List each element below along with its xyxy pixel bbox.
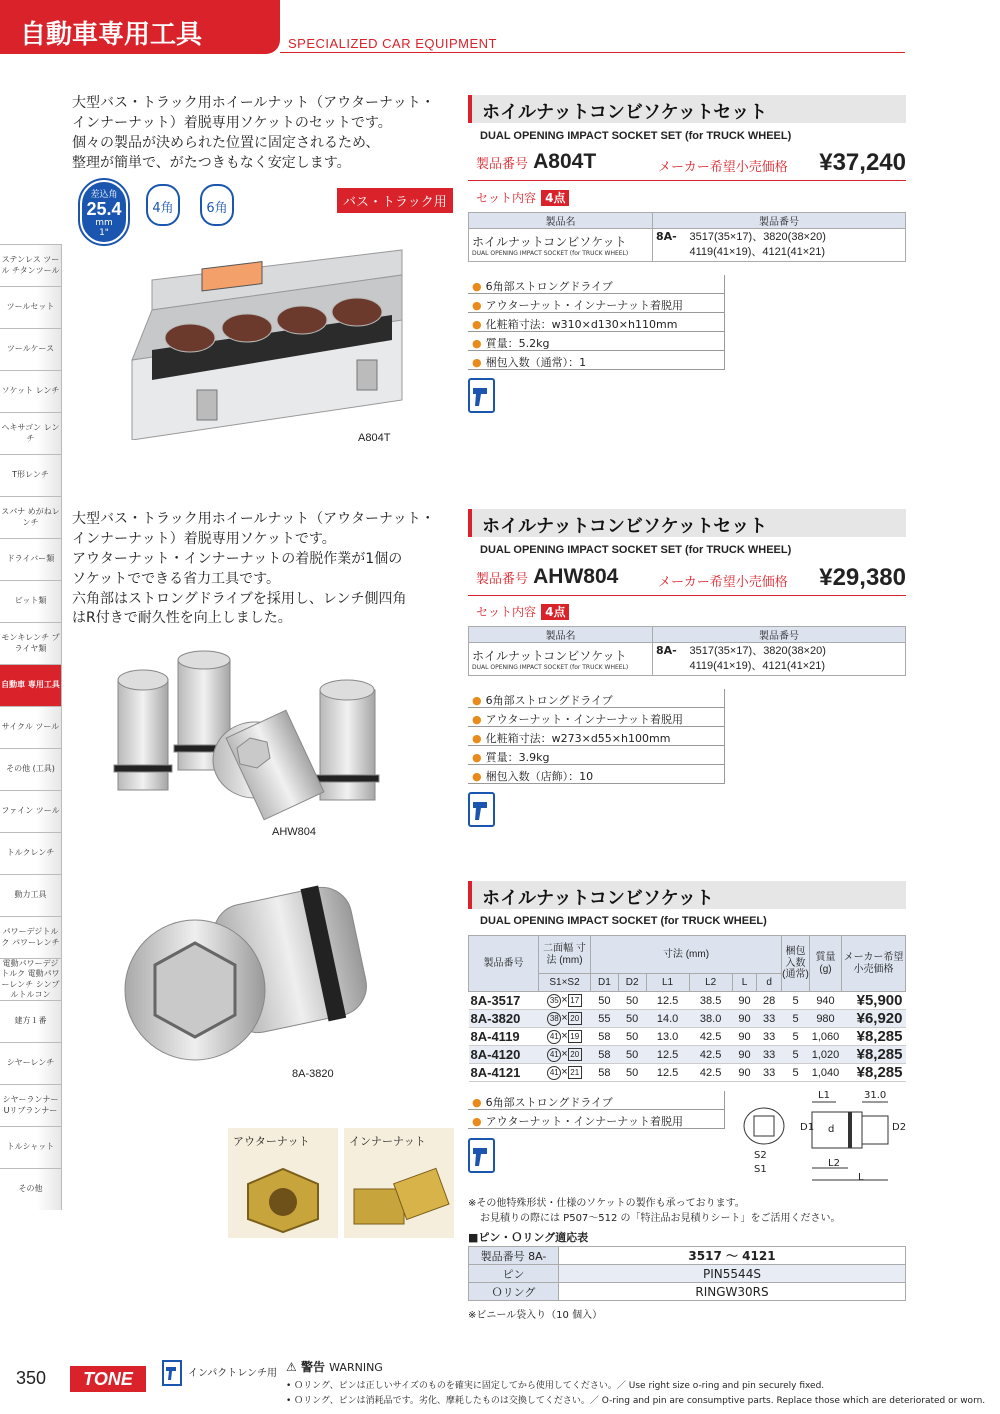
desc-line: 個々の製品が決められた位置に固定されるため、 bbox=[72, 134, 380, 151]
spec-d: 28 bbox=[757, 992, 782, 1010]
width-s2: 20 bbox=[568, 1012, 582, 1025]
code-row-rule bbox=[468, 595, 906, 596]
page-header-title: 自動車専用工具 bbox=[0, 0, 280, 54]
width-s2: 21 bbox=[568, 1066, 582, 1079]
col-header-code: 製品番号 bbox=[653, 213, 906, 229]
code-line: 3517(35×17)、3820(38×20) bbox=[689, 231, 826, 243]
feature-text: アウターナット・インナーナット着脱用 bbox=[485, 713, 684, 726]
sidebar-item: その他 bbox=[0, 1168, 62, 1210]
feature-text: 6角部ストロングドライブ bbox=[485, 694, 613, 707]
spec-d: 33 bbox=[757, 1046, 782, 1064]
sidebar-item: トルシャット bbox=[0, 1126, 62, 1168]
spec-d1: 58 bbox=[591, 1028, 619, 1046]
spec-l: 90 bbox=[732, 1046, 757, 1064]
desc-line: 整理が簡単で、がたつきもなく安定します。 bbox=[72, 154, 351, 171]
spec-l: 90 bbox=[732, 992, 757, 1010]
dim-d: d bbox=[828, 1124, 835, 1135]
impact-label: インパクトレンチ用 bbox=[188, 1368, 278, 1379]
section1-features bbox=[468, 275, 725, 370]
set-contents bbox=[476, 187, 569, 206]
spec-l1: 12.5 bbox=[646, 1064, 689, 1082]
spec-width bbox=[539, 1028, 591, 1046]
bullet-icon: ● bbox=[472, 732, 482, 745]
bullet-icon: ● bbox=[472, 337, 482, 350]
code-line: 4119(41×19)、4121(41×21) bbox=[689, 659, 826, 672]
warning-heading bbox=[286, 1358, 383, 1375]
table-row bbox=[469, 1046, 906, 1064]
feature-item bbox=[468, 708, 724, 727]
badge-size: 25.4 bbox=[86, 199, 122, 219]
spec-l2: 42.5 bbox=[689, 1028, 732, 1046]
square-drive-badge: 4角 bbox=[146, 184, 180, 226]
image-caption-8a-3820: 8A-3820 bbox=[292, 1068, 334, 1080]
header-rule bbox=[280, 52, 905, 53]
warning-jp: 警告 bbox=[300, 1360, 325, 1374]
spec-d2: 50 bbox=[618, 992, 646, 1010]
pin-row-value: 3517 ～ 4121 bbox=[559, 1247, 906, 1265]
sidebar-item: モンキレンチ プライヤ類 bbox=[0, 622, 62, 664]
inner-nut-image bbox=[344, 1128, 454, 1238]
set-contents-table bbox=[468, 626, 906, 676]
spec-pack: 5 bbox=[782, 992, 810, 1010]
section3-features bbox=[468, 1091, 725, 1129]
sidebar-item: ステンレス ツール チタンツール bbox=[0, 244, 62, 286]
sidebar-item: その他 (工具) bbox=[0, 748, 62, 790]
width-s1: 41 bbox=[547, 1066, 561, 1080]
col-header-name: 製品名 bbox=[469, 213, 653, 229]
spec-pack: 5 bbox=[782, 1046, 810, 1064]
pin-row-value: RINGW30RS bbox=[559, 1283, 906, 1301]
sidebar-item: シヤーランナー Uリブランナー bbox=[0, 1084, 62, 1126]
spec-price: ¥6,920 bbox=[842, 1010, 906, 1028]
spec-d2: 50 bbox=[618, 1046, 646, 1064]
set-contents-table bbox=[468, 212, 906, 262]
custom-order-note bbox=[468, 1194, 841, 1224]
spec-width bbox=[539, 992, 591, 1010]
spec-price: ¥8,285 bbox=[842, 1046, 906, 1064]
section3-title: ホイルナットコンビソケット bbox=[468, 881, 906, 909]
spec-code: 8A-4120 bbox=[469, 1046, 539, 1064]
spec-header-width: 二面幅 寸法 (mm) bbox=[539, 936, 591, 974]
page-number: 350 bbox=[16, 1368, 47, 1388]
col-header-code: 製品番号 bbox=[653, 627, 906, 643]
product-code: AHW804 bbox=[533, 565, 619, 588]
inner-nut-label: インナーナット bbox=[349, 1135, 426, 1148]
spec-header-l: L bbox=[732, 974, 757, 992]
spec-l: 90 bbox=[732, 1064, 757, 1082]
spec-d1: 50 bbox=[591, 992, 619, 1010]
bullet-icon: ● bbox=[472, 751, 482, 764]
times-sign: × bbox=[561, 1065, 568, 1078]
sidebar-item: ヘキサゴン レンチ bbox=[0, 412, 62, 454]
col-header-name: 製品名 bbox=[469, 627, 653, 643]
spec-price: ¥5,900 bbox=[842, 992, 906, 1010]
sidebar-item: ソケット レンチ bbox=[0, 370, 62, 412]
bullet-icon: ● bbox=[472, 713, 482, 726]
warning-icon: ⚠ bbox=[286, 1360, 297, 1374]
sidebar-item: パワーデジトルク パワーレンチ bbox=[0, 916, 62, 958]
spec-d1: 58 bbox=[591, 1046, 619, 1064]
spec-header-d: d bbox=[757, 974, 782, 992]
spec-l1: 12.5 bbox=[646, 992, 689, 1010]
product-code: A804T bbox=[533, 150, 597, 173]
spec-l: 90 bbox=[732, 1028, 757, 1046]
category-sidebar bbox=[0, 244, 62, 1210]
code-row-rule bbox=[468, 180, 906, 181]
set-item-name-en: DUAL OPENING IMPACT SOCKET (for TRUCK WHEEL) bbox=[472, 249, 629, 257]
code-label: 製品番号 bbox=[476, 572, 529, 587]
spec-mass: 980 bbox=[810, 1010, 842, 1028]
set-label: セット内容 bbox=[476, 605, 537, 619]
sidebar-item: 電動パワーデジトルク 電動パワーレンチ シンプルトルコン bbox=[0, 958, 62, 1000]
dim-s1: S1 bbox=[754, 1164, 767, 1175]
section1-code-row bbox=[476, 150, 906, 180]
section1-title: ホイルナットコンビソケットセット bbox=[468, 95, 906, 123]
warning-line-2: • Ｏリング、ピンは消耗品です。劣化、摩耗したものは交換してください。／ O-ring and pin are consumptive parts. Replace those which are deteriorated or worn. bbox=[286, 1396, 986, 1406]
width-s2: 17 bbox=[568, 994, 582, 1007]
spec-mass: 1,060 bbox=[810, 1028, 842, 1046]
table-row bbox=[469, 1028, 906, 1046]
warning-line-1: • Ｏリング、ピンは正しいサイズのものを確実に固定してから使用してください。／ Use right size o-ring and pin securely fixed. bbox=[286, 1381, 825, 1391]
sidebar-item: ツールセット bbox=[0, 286, 62, 328]
section2-title-en: DUAL OPENING IMPACT SOCKET SET (for TRUCK WHEEL) bbox=[480, 544, 792, 556]
feature-item bbox=[468, 765, 724, 784]
image-caption-ahw804: AHW804 bbox=[272, 826, 317, 838]
impact-wrench-icon bbox=[468, 378, 495, 413]
times-sign: × bbox=[561, 1029, 568, 1042]
price-label: メーカー希望小売価格 bbox=[658, 160, 788, 175]
section2-code-row bbox=[476, 565, 906, 595]
hex-drive-badge: 6角 bbox=[200, 184, 234, 226]
spec-table bbox=[468, 935, 906, 1082]
spec-d: 33 bbox=[757, 1064, 782, 1082]
set-count: 4点 bbox=[541, 190, 569, 206]
spec-d2: 50 bbox=[618, 1028, 646, 1046]
bus-truck-tag: バス・トラック用 bbox=[337, 188, 453, 213]
feature-item bbox=[468, 313, 724, 332]
bullet-icon: ● bbox=[472, 280, 482, 293]
spec-header-d1: D1 bbox=[591, 974, 619, 992]
feature-item bbox=[468, 1110, 724, 1129]
pin-table-title: ■ピン・Ｏリング適応表 bbox=[468, 1231, 589, 1244]
bullet-icon: ● bbox=[472, 770, 482, 783]
sidebar-item: ファイン ツール bbox=[0, 790, 62, 832]
spec-header-s: S1×S2 bbox=[539, 974, 591, 992]
feature-item bbox=[468, 351, 724, 370]
pin-oring-table bbox=[468, 1246, 906, 1301]
dim-top: 31.0 bbox=[864, 1090, 887, 1101]
bullet-icon: ● bbox=[472, 1096, 482, 1109]
set-contents bbox=[476, 601, 569, 620]
feature-text: 化粧箱寸法：w310×d130×h110mm bbox=[485, 318, 678, 331]
bullet-icon: ● bbox=[472, 356, 482, 369]
sidebar-item: 動力工具 bbox=[0, 874, 62, 916]
feature-item bbox=[468, 727, 724, 746]
feature-item bbox=[468, 689, 724, 708]
product-price: ¥37,240 bbox=[819, 149, 906, 176]
feature-text: アウターナット・インナーナット着脱用 bbox=[485, 1115, 684, 1128]
pin-row-value: PIN5544S bbox=[559, 1265, 906, 1283]
outer-nut-label: アウターナット bbox=[233, 1135, 310, 1148]
feature-item bbox=[468, 1091, 724, 1110]
sidebar-item: T形レンチ bbox=[0, 454, 62, 496]
set-label: セット内容 bbox=[476, 191, 537, 205]
section2-description bbox=[72, 510, 462, 629]
spec-code: 8A-3517 bbox=[469, 992, 539, 1010]
width-s2: 19 bbox=[568, 1030, 582, 1043]
dim-l: L bbox=[858, 1172, 864, 1183]
spec-d2: 50 bbox=[618, 1010, 646, 1028]
spec-header-mass: 質量 (g) bbox=[810, 936, 842, 992]
badge-inch: 1" bbox=[99, 228, 109, 238]
spec-header-pack: 梱包 入数 (通常) bbox=[782, 936, 810, 992]
set-item-name: ホイルナットコンビソケット bbox=[472, 234, 627, 249]
desc-line: はR付きで耐久性を向上しました。 bbox=[72, 610, 292, 627]
spec-price: ¥8,285 bbox=[842, 1028, 906, 1046]
spec-mass: 1,040 bbox=[810, 1064, 842, 1082]
section3-title-en: DUAL OPENING IMPACT SOCKET (for TRUCK WHEEL) bbox=[480, 915, 767, 927]
badge-label: 差込角 bbox=[90, 190, 118, 200]
code-label: 製品番号 bbox=[476, 157, 529, 172]
width-s1: 35 bbox=[547, 994, 561, 1008]
feature-text: 6角部ストロングドライブ bbox=[485, 1096, 613, 1109]
spec-code: 8A-3820 bbox=[469, 1010, 539, 1028]
desc-line: インナーナット）着脱専用ソケットです。 bbox=[72, 530, 336, 547]
sidebar-item: ビット類 bbox=[0, 580, 62, 622]
desc-line: 大型バス・トラック用ホイールナット（アウターナット・ bbox=[72, 511, 435, 527]
spec-mass: 940 bbox=[810, 992, 842, 1010]
spec-d: 33 bbox=[757, 1010, 782, 1028]
pin-table-note: ※ビニール袋入り（10 個入） bbox=[468, 1310, 603, 1321]
spec-l1: 13.0 bbox=[646, 1028, 689, 1046]
spec-header-l2: L2 bbox=[689, 974, 732, 992]
dim-d1: D1 bbox=[800, 1122, 815, 1133]
product-price: ¥29,380 bbox=[819, 564, 906, 591]
width-s2: 20 bbox=[568, 1048, 582, 1061]
product-image-ahw804 bbox=[100, 650, 430, 825]
section2-title: ホイルナットコンビソケットセット bbox=[468, 509, 906, 537]
width-s1: 41 bbox=[547, 1030, 561, 1044]
spec-mass: 1,020 bbox=[810, 1046, 842, 1064]
spec-pack: 5 bbox=[782, 1064, 810, 1082]
impact-wrench-icon bbox=[468, 792, 495, 827]
feature-item bbox=[468, 294, 724, 313]
spec-l2: 38.5 bbox=[689, 992, 732, 1010]
feature-text: アウターナット・インナーナット着脱用 bbox=[485, 299, 684, 312]
spec-header-d2: D2 bbox=[618, 974, 646, 992]
section1-description bbox=[72, 94, 462, 174]
spec-l2: 42.5 bbox=[689, 1046, 732, 1064]
table-row bbox=[469, 992, 906, 1010]
sidebar-item: ツールケース bbox=[0, 328, 62, 370]
code-line: 3517(35×17)、3820(38×20) bbox=[689, 645, 826, 657]
spec-code: 8A-4121 bbox=[469, 1064, 539, 1082]
section1-title-en: DUAL OPENING IMPACT SOCKET SET (for TRUCK WHEEL) bbox=[480, 130, 792, 142]
impact-wrench-icon bbox=[468, 1138, 495, 1173]
spec-d1: 55 bbox=[591, 1010, 619, 1028]
spec-pack: 5 bbox=[782, 1010, 810, 1028]
sidebar-item: シヤーレンチ bbox=[0, 1042, 62, 1084]
dim-l2: L2 bbox=[828, 1158, 840, 1169]
sidebar-item: スパナ めがねレンチ bbox=[0, 496, 62, 538]
code-prefix: 8A- bbox=[653, 229, 687, 262]
desc-line: 大型バス・トラック用ホイールナット（アウターナット・ bbox=[72, 95, 435, 111]
spec-d1: 58 bbox=[591, 1064, 619, 1082]
width-s1: 41 bbox=[547, 1048, 561, 1062]
spec-l2: 42.5 bbox=[689, 1064, 732, 1082]
page-header-subtitle: SPECIALIZED CAR EQUIPMENT bbox=[288, 36, 497, 51]
note-line: お見積りの際には P507～512 の「特注品お見積りシート」をご活用ください。 bbox=[480, 1213, 841, 1224]
spec-l: 90 bbox=[732, 1010, 757, 1028]
badge-unit: mm bbox=[95, 218, 113, 228]
outer-nut-image bbox=[228, 1128, 338, 1238]
feature-text: 質量：3.9kg bbox=[485, 751, 550, 764]
width-s1: 38 bbox=[547, 1012, 561, 1026]
sidebar-item: サイクル ツール bbox=[0, 706, 62, 748]
feature-item bbox=[468, 746, 724, 765]
dim-s2: S2 bbox=[754, 1150, 767, 1161]
desc-line: インナーナット）着脱専用ソケットのセットです。 bbox=[72, 114, 392, 131]
spec-l1: 14.0 bbox=[646, 1010, 689, 1028]
sidebar-item: 建方１番 bbox=[0, 1000, 62, 1042]
sidebar-item: ドライバー類 bbox=[0, 538, 62, 580]
times-sign: × bbox=[561, 1011, 568, 1024]
code-prefix: 8A- bbox=[653, 643, 687, 676]
feature-text: 梱包入数（通常）：1 bbox=[485, 356, 587, 369]
dimension-diagram bbox=[738, 1088, 908, 1192]
price-label: メーカー希望小売価格 bbox=[658, 575, 788, 590]
desc-line: アウターナット・インナーナットの着脱作業が1個の bbox=[72, 550, 403, 567]
feature-text: 化粧箱寸法：w273×d55×h100mm bbox=[485, 732, 671, 745]
pin-row-header: 製品番号 8A- bbox=[469, 1247, 559, 1265]
bullet-icon: ● bbox=[472, 318, 482, 331]
times-sign: × bbox=[561, 1047, 568, 1060]
set-item-name: ホイルナットコンビソケット bbox=[472, 648, 627, 663]
feature-item bbox=[468, 332, 724, 351]
spec-header-l1: L1 bbox=[646, 974, 689, 992]
table-row bbox=[469, 1064, 906, 1082]
spec-width bbox=[539, 1046, 591, 1064]
table-row bbox=[469, 1010, 906, 1028]
dim-l1: L1 bbox=[818, 1090, 830, 1101]
spec-d: 33 bbox=[757, 1028, 782, 1046]
spec-width bbox=[539, 1064, 591, 1082]
warning-en: WARNING bbox=[329, 1361, 383, 1374]
pin-row-header: Ｏリング bbox=[469, 1283, 559, 1301]
times-sign: × bbox=[561, 993, 568, 1006]
product-image-8a-3820 bbox=[110, 885, 390, 1065]
set-count: 4点 bbox=[541, 604, 569, 620]
product-image-a804t bbox=[112, 240, 412, 450]
impact-wrench-icon bbox=[162, 1360, 182, 1386]
set-item-name-en: DUAL OPENING IMPACT SOCKET (for TRUCK WHEEL) bbox=[472, 663, 629, 671]
bullet-icon: ● bbox=[472, 694, 482, 707]
spec-price: ¥8,285 bbox=[842, 1064, 906, 1082]
spec-header-price: メーカー希望 小売価格 bbox=[842, 936, 906, 992]
bullet-icon: ● bbox=[472, 1115, 482, 1128]
spec-header-dims: 寸法 (mm) bbox=[591, 936, 782, 974]
section2-features bbox=[468, 689, 725, 784]
desc-line: ソケットでできる省力工具です。 bbox=[72, 570, 281, 587]
spec-width bbox=[539, 1010, 591, 1028]
spec-header-code: 製品番号 bbox=[469, 936, 539, 992]
spec-pack: 5 bbox=[782, 1028, 810, 1046]
spec-d2: 50 bbox=[618, 1064, 646, 1082]
drive-size-badge bbox=[80, 180, 128, 244]
note-line: ※その他特殊形状・仕様のソケットの製作も承っております。 bbox=[468, 1198, 745, 1209]
feature-text: 質量：5.2kg bbox=[485, 337, 550, 350]
spec-l1: 12.5 bbox=[646, 1046, 689, 1064]
image-caption-a804t: A804T bbox=[358, 432, 391, 444]
feature-text: 梱包入数（店飾）：10 bbox=[485, 770, 594, 783]
feature-item bbox=[468, 275, 724, 294]
dim-d2: D2 bbox=[892, 1122, 907, 1133]
tone-logo: TONE bbox=[70, 1366, 146, 1392]
spec-code: 8A-4119 bbox=[469, 1028, 539, 1046]
feature-text: 6角部ストロングドライブ bbox=[485, 280, 613, 293]
sidebar-item: トルクレンチ bbox=[0, 832, 62, 874]
spec-l2: 38.0 bbox=[689, 1010, 732, 1028]
code-line: 4119(41×19)、4121(41×21) bbox=[689, 245, 826, 258]
desc-line: 六角部はストロングドライブを採用し、レンチ側四角 bbox=[72, 590, 407, 607]
bullet-icon: ● bbox=[472, 299, 482, 312]
pin-row-header: ピン bbox=[469, 1265, 559, 1283]
sidebar-item: 自動車 専用工具 bbox=[0, 664, 62, 706]
